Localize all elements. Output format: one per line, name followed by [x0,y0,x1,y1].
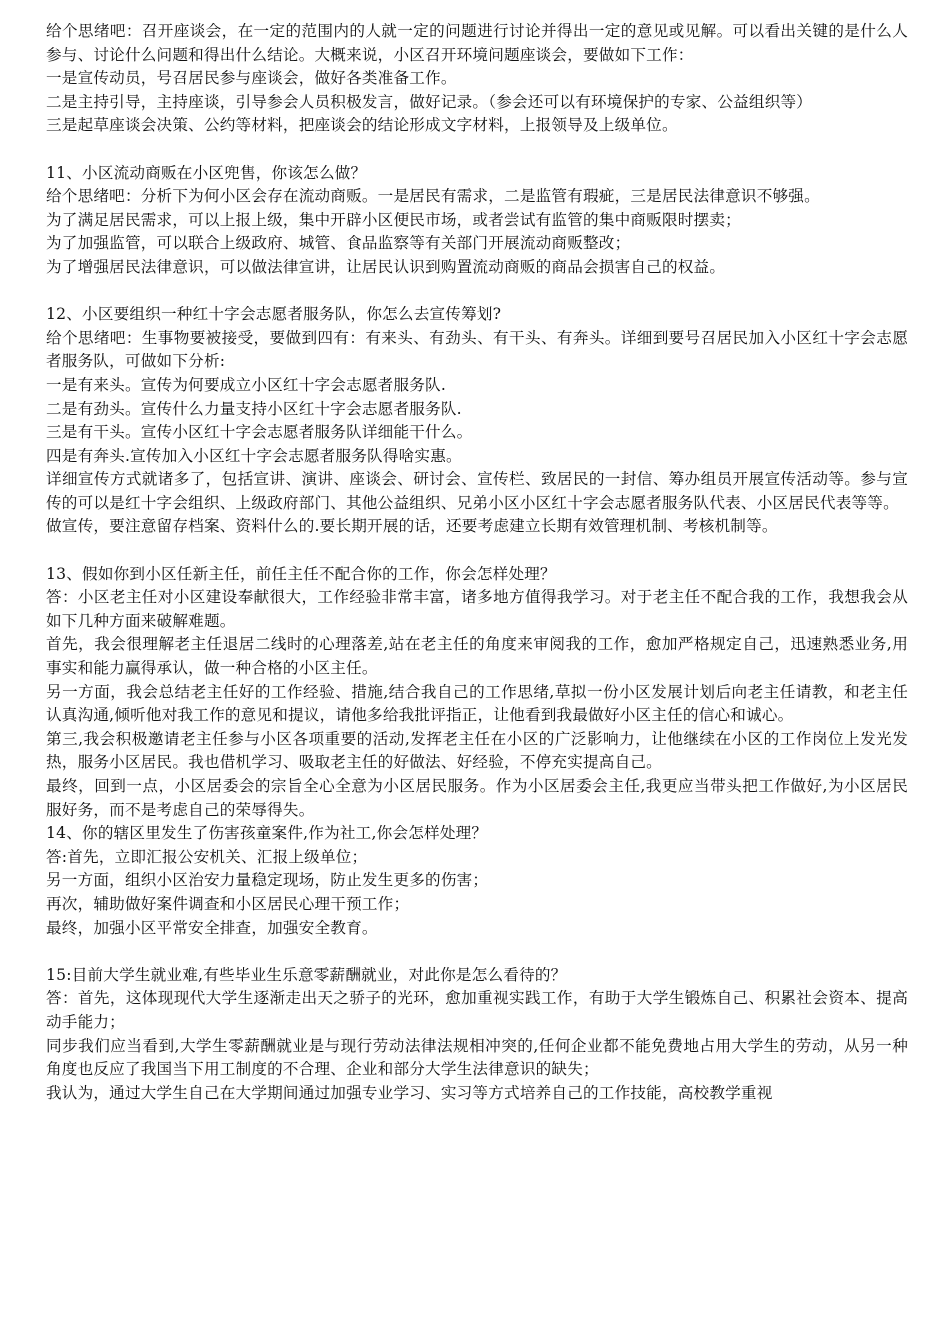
question-title: 13、假如你到小区任新主任，前任主任不配合你的工作，你会怎样处理？ [46,564,556,583]
question-13-section [46,563,908,823]
spacer [46,539,908,563]
paragraph: 再次，辅助做好案件调查和小区居民心理干预工作； [46,894,410,913]
intro-section [46,20,908,138]
paragraph: 最终，回到一点，小区居委会的宗旨全心全意为小区居民服务。作为小区居委会主任,我更应当带头把工作做好,为小区居民服好务，而不是考虑自己的荣辱得失。 [46,777,908,819]
paragraph: 三是有干头。宣传小区红十字会志愿者服务队详细能干什么。 [46,423,473,442]
paragraph: 为了满足居民需求，可以上报上级，集中开辟小区便民市场，或者尝试有监管的集中商贩限时摆卖； [46,210,741,229]
paragraph: 三是起草座谈会决策、公约等材料，把座谈会的结论形成文字材料，上报领导及上级单位。 [46,116,678,135]
spacer [46,940,908,964]
paragraph: 答：首先，这体现现代大学生逐渐走出天之骄子的光环，愈加重视实践工作，有助于大学生锻炼自己、积累社会资本、提高动手能力； [46,989,908,1031]
paragraph: 为了加强监管，可以联合上级政府、城管、食品监察等有关部门开展流动商贩整改； [46,234,631,253]
question-title: 12、小区要组织一种红十字会志愿者服务队，你怎么去宣传筹划? [46,305,502,324]
paragraph: 首先，我会很理解老主任退居二线时的心理落差,站在老主任的角度来审阅我的工作，愈加严格规定自己，迅速熟悉业务,用事实和能力赢得承认，做一种合格的小区主任。 [46,635,908,678]
question-title: 11、小区流动商贩在小区兜售，你该怎么做？ [46,163,367,182]
paragraph: 一是宣传动员，号召居民参与座谈会，做好各类准备工作。 [46,69,457,88]
spacer [46,138,908,162]
document-page [46,20,908,1105]
paragraph: 给个思绪吧：生事物要被接受，要做到四有：有来头、有劲头、有干头、有奔头。详细到要号召居民加入小区红十字会志愿者服务队，可做如下分析: [46,328,908,371]
paragraph: 一是有来头。宣传为何要成立小区红十字会志愿者服务队. [46,375,447,394]
question-title: 14、你的辖区里发生了伤害孩童案件,作为社工,你会怎样处理？ [46,824,488,843]
paragraph: 第三,我会积极邀请老主任参与小区各项重要的活动,发挥老主任在小区的广泛影响力，让他继续在小区的工作岗位上发光发热，服务小区居民。我也借机学习、吸取老主任的好做法、好经验，不停充实提高自己。 [46,729,908,772]
paragraph: 答：小区老主任对小区建设奉献很大，工作经验非常丰富，诸多地方值得我学习。对于老主任不配合我的工作，我想我会从如下几种方面来破解难题。 [46,588,908,630]
spacer [46,280,908,304]
question-title: 15:目前大学生就业难,有些毕业生乐意零薪酬就业，对此你是怎么看待的？ [46,965,567,984]
paragraph: 做宣传，要注意留存档案、资料什么的.要长期开展的话，还要考虑建立长期有效管理机制、考核机制等。 [46,517,778,536]
paragraph: 另一方面，我会总结老主任好的工作经验、措施,结合我自己的工作思绪,草拟一份小区发展计划后向老主任请教，和老主任认真沟通,倾听他对我工作的意见和提议，请他多给我批评指正，让他看到我最做好小区主任的信心和诚心。 [46,682,908,725]
paragraph: 详细宣传方式就诸多了，包括宣讲、演讲、座谈会、研讨会、宣传栏、致居民的一封信、筹办组员开展宣传活动等。参与宣传的可以是红十字会组织、上级政府部门、其他公益组织、兄弟小区小区红十字会志愿者服务队代表、小区居民代表等等。 [46,470,908,512]
question-12-section [46,303,908,539]
question-15-section [46,964,908,1106]
paragraph: 给个思绪吧：分析下为何小区会存在流动商贩。一是居民有需求，二是监管有瑕疵，三是居民法律意识不够强。 [46,187,820,206]
paragraph: 我认为，通过大学生自己在大学期间通过加强专业学习、实习等方式培养自己的工作技能，高校教学重视 [46,1083,773,1102]
question-11-section [46,162,908,280]
question-14-section [46,822,908,940]
paragraph: 同步我们应当看到,大学生零薪酬就业是与现行劳动法律法规相冲突的,任何企业都不能免费地占用大学生的劳动，从另一种角度也反应了我国当下用工制度的不合理、企业和部分大学生法律意识的缺失； [46,1036,908,1079]
paragraph: 二是主持引导，主持座谈，引导参会人员积极发言，做好记录。（参会还可以有环境保护的专家、公益组织等） [46,92,813,111]
paragraph: 最终，加强小区平常安全排查，加强安全教育。 [46,918,378,937]
paragraph: 四是有奔头.宣传加入小区红十字会志愿者服务队得啥实惠。 [46,446,462,465]
paragraph: 给个思绪吧：召开座谈会，在一定的范围内的人就一定的问题进行讨论并得出一定的意见或见解。可以看出关键的是什么人参与、讨论什么问题和得出什么结论。大概来说，小区召开环境问题座谈会，要做如下工作： [46,22,908,64]
paragraph: 为了增强居民法律意识，可以做法律宣讲，让居民认识到购置流动商贩的商品会损害自己的权益。 [46,257,726,276]
paragraph: 答:首先，立即汇报公安机关、汇报上级单位； [46,847,368,866]
paragraph: 二是有劲头。宣传什么力量支持小区红十字会志愿者服务队. [46,399,462,418]
paragraph: 另一方面，组织小区治安力量稳定现场，防止发生更多的伤害； [46,871,489,890]
